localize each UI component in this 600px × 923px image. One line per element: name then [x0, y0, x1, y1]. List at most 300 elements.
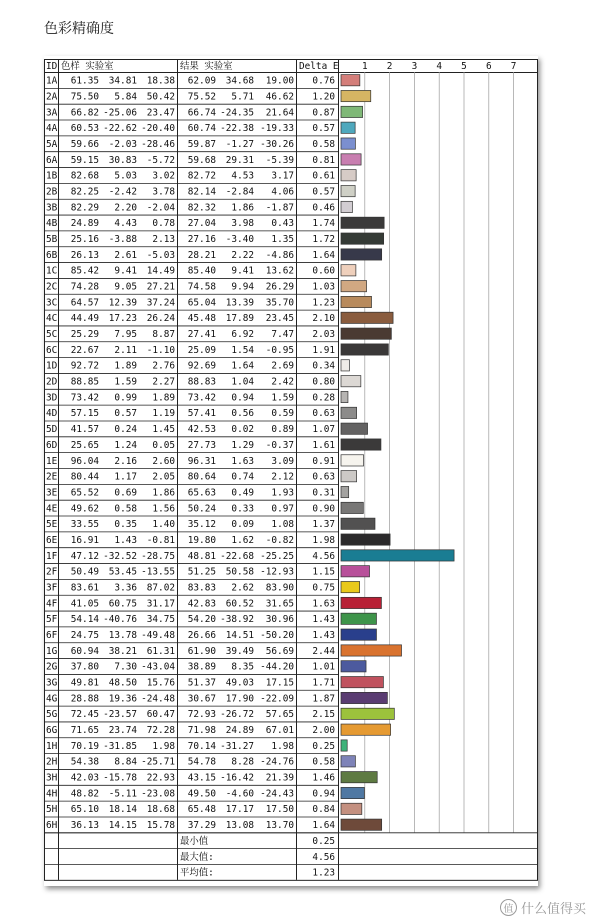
- result-b: 0.97: [271, 503, 294, 515]
- delta-e-bar: [341, 281, 367, 292]
- summary-value: 4.56: [312, 851, 335, 863]
- summary-value: 0.25: [312, 835, 335, 847]
- sample-l: 54.38: [70, 756, 99, 768]
- delta-e-bar: [341, 233, 384, 244]
- row-id: 4B: [46, 218, 58, 230]
- result-b: 3.17: [271, 170, 294, 182]
- result-a: 4.53: [231, 170, 254, 182]
- sample-a: -23.57: [103, 709, 137, 721]
- row-id: 2F: [46, 566, 58, 578]
- result-l: 48.81: [187, 550, 216, 562]
- result-a: 17.89: [225, 313, 254, 325]
- delta-e-bar: [341, 312, 393, 323]
- sample-b: 1.86: [152, 487, 175, 499]
- result-b: 1.98: [271, 740, 294, 752]
- delta-e-bar: [341, 677, 383, 688]
- result-a: -2.84: [225, 186, 254, 198]
- sample-b: 1.56: [152, 503, 175, 515]
- sample-b: 50.42: [146, 91, 175, 103]
- result-b: 7.47: [271, 329, 294, 341]
- sample-a: 9.41: [114, 265, 137, 277]
- result-l: 57.41: [187, 408, 216, 420]
- sample-l: 16.91: [70, 534, 99, 546]
- delta-e-value: 2.03: [312, 329, 335, 341]
- sample-b: -0.81: [146, 534, 175, 546]
- delta-e-value: 0.75: [312, 582, 335, 594]
- sample-b: 3.78: [152, 186, 175, 198]
- delta-e-bar: [341, 613, 376, 624]
- result-a: 50.58: [225, 566, 254, 578]
- result-l: 62.09: [187, 75, 216, 87]
- result-b: 35.70: [265, 297, 294, 309]
- result-b: 0.89: [271, 424, 294, 436]
- delta-e-bar: [341, 265, 356, 276]
- delta-e-value: 1.23: [312, 297, 335, 309]
- result-a: 9.41: [231, 265, 254, 277]
- delta-e-value: 0.34: [312, 360, 335, 372]
- page-title: 色彩精确度: [44, 21, 114, 37]
- result-a: 13.39: [225, 297, 254, 309]
- delta-e-value: 0.84: [312, 804, 335, 816]
- sample-a: 2.16: [114, 455, 137, 467]
- result-a: 2.22: [231, 249, 254, 261]
- sample-a: 34.81: [108, 75, 137, 87]
- delta-e-value: 1.01: [312, 661, 335, 673]
- result-b: 46.62: [265, 91, 294, 103]
- sample-l: 42.03: [70, 772, 99, 784]
- delta-e-value: 0.28: [312, 392, 335, 404]
- sample-a: -22.62: [103, 123, 137, 135]
- sample-b: 37.24: [146, 297, 175, 309]
- sample-l: 82.29: [70, 202, 99, 214]
- sample-a: -5.11: [108, 788, 137, 800]
- delta-e-value: 1.15: [312, 566, 335, 578]
- delta-e-bar: [341, 407, 357, 418]
- delta-e-bar: [341, 360, 349, 371]
- delta-e-value: 1.98: [312, 534, 335, 546]
- result-l: 49.50: [187, 788, 216, 800]
- delta-e-bar: [341, 296, 372, 307]
- result-l: 92.69: [187, 360, 216, 372]
- sample-l: 49.81: [70, 677, 99, 689]
- row-id: 2D: [46, 376, 58, 388]
- row-id: 4H: [46, 788, 58, 800]
- sample-l: 59.66: [70, 138, 99, 150]
- row-id: 5B: [46, 234, 58, 245]
- sample-a: -40.76: [103, 614, 137, 626]
- row-id: 1G: [46, 645, 58, 657]
- sample-b: 2.76: [152, 360, 175, 372]
- result-b: 56.69: [265, 645, 294, 657]
- result-a: 1.54: [231, 344, 254, 356]
- row-id: 6D: [46, 439, 58, 451]
- result-a: -22.68: [220, 550, 254, 562]
- sample-b: 1.98: [152, 740, 175, 752]
- row-id: 5E: [46, 519, 58, 531]
- axis-tick-label: 1: [361, 61, 368, 72]
- result-b: -0.95: [265, 344, 294, 356]
- result-l: 28.21: [187, 249, 216, 261]
- sample-l: 92.72: [70, 360, 99, 372]
- result-a: -4.60: [225, 788, 254, 800]
- delta-e-bar: [341, 423, 368, 434]
- result-l: 88.83: [187, 376, 216, 388]
- delta-e-value: 0.57: [312, 186, 335, 198]
- delta-e-value: 0.63: [312, 471, 335, 483]
- row-id: 6C: [46, 344, 58, 356]
- row-id: 4G: [46, 693, 58, 705]
- result-b: 83.90: [265, 582, 294, 594]
- result-b: 1.35: [271, 234, 294, 245]
- result-l: 82.14: [187, 186, 216, 198]
- sample-b: 27.21: [146, 281, 175, 293]
- sample-b: 1.19: [152, 408, 175, 420]
- delta-e-bar: [341, 803, 362, 814]
- result-l: 65.48: [187, 804, 216, 816]
- sample-l: 61.35: [70, 75, 99, 87]
- sample-l: 74.28: [70, 281, 99, 293]
- delta-e-bar: [341, 518, 375, 529]
- result-a: 49.03: [225, 677, 254, 689]
- delta-e-bar: [341, 566, 370, 577]
- delta-e-value: 0.60: [312, 265, 335, 277]
- delta-e-value: 2.15: [312, 709, 335, 721]
- result-l: 38.89: [187, 661, 216, 673]
- delta-e-value: 1.61: [312, 439, 335, 451]
- sample-b: 2.05: [152, 471, 175, 483]
- result-l: 27.41: [187, 329, 216, 341]
- result-l: 59.87: [187, 138, 216, 150]
- sample-a: 7.30: [114, 661, 137, 673]
- delta-e-value: 1.71: [312, 677, 335, 689]
- sample-l: 73.42: [70, 392, 99, 404]
- result-a: 13.08: [225, 820, 254, 832]
- result-a: 34.68: [225, 75, 254, 87]
- delta-e-value: 1.43: [312, 614, 335, 626]
- sample-b: -28.75: [141, 550, 175, 562]
- sample-a: 60.75: [108, 598, 137, 610]
- delta-e-value: 1.87: [312, 693, 335, 705]
- result-a: -3.40: [225, 234, 254, 245]
- sample-b: -5.03: [146, 249, 175, 261]
- result-b: -12.93: [260, 566, 294, 578]
- sample-b: 60.47: [146, 709, 175, 721]
- result-b: -5.39: [265, 154, 294, 166]
- sample-a: -2.42: [108, 186, 137, 198]
- delta-e-bar: [341, 772, 377, 783]
- sample-l: 60.53: [70, 123, 99, 135]
- result-l: 72.93: [187, 709, 216, 721]
- delta-e-bar: [341, 376, 361, 387]
- delta-e-value: 0.87: [312, 107, 335, 119]
- result-l: 66.74: [187, 107, 216, 119]
- result-a: -38.92: [220, 614, 254, 626]
- result-l: 82.72: [187, 170, 216, 182]
- sample-l: 65.52: [70, 487, 99, 499]
- row-id: 1E: [46, 455, 58, 467]
- sample-a: -2.03: [108, 138, 137, 150]
- result-b: 13.70: [265, 820, 294, 832]
- summary-label: 平均值:: [180, 867, 214, 879]
- result-a: 5.71: [231, 91, 254, 103]
- result-l: 37.29: [187, 820, 216, 832]
- result-b: -4.86: [265, 249, 294, 261]
- sample-b: 34.75: [146, 614, 175, 626]
- result-b: -44.20: [260, 661, 294, 673]
- delta-e-bar: [341, 534, 390, 545]
- sample-a: 53.45: [108, 566, 137, 578]
- result-l: 61.90: [187, 645, 216, 657]
- result-a: 60.52: [225, 598, 254, 610]
- sample-a: -32.52: [103, 550, 137, 562]
- sample-a: 0.24: [114, 424, 137, 436]
- sample-b: 22.93: [146, 772, 175, 784]
- result-b: -22.09: [260, 693, 294, 705]
- result-b: 0.59: [271, 408, 294, 420]
- row-id: 4E: [46, 503, 58, 515]
- result-l: 75.52: [187, 91, 216, 103]
- sample-b: 15.78: [146, 820, 175, 832]
- result-a: 0.49: [231, 487, 254, 499]
- delta-e-bar: [341, 249, 382, 260]
- result-a: 0.74: [231, 471, 254, 483]
- sample-b: 2.60: [152, 455, 175, 467]
- delta-e-value: 0.91: [312, 455, 335, 467]
- delta-e-bar: [341, 471, 357, 482]
- delta-e-value: 0.63: [312, 408, 335, 420]
- sample-l: 71.65: [70, 725, 99, 737]
- sample-a: 2.20: [114, 202, 137, 214]
- summary-label: 最大值:: [180, 851, 214, 863]
- row-id: 6E: [46, 534, 58, 546]
- delta-e-bar: [341, 550, 454, 561]
- sample-l: 83.61: [70, 582, 99, 594]
- result-b: 23.45: [265, 313, 294, 325]
- delta-e-bar: [341, 756, 355, 767]
- sample-a: 1.43: [114, 534, 137, 546]
- row-id: 5G: [46, 709, 58, 721]
- delta-e-value: 0.81: [312, 154, 335, 166]
- delta-e-bar: [341, 692, 387, 703]
- result-a: 3.98: [231, 218, 254, 230]
- sample-l: 41.57: [70, 424, 99, 436]
- result-b: 21.64: [265, 107, 294, 119]
- delta-e-bar: [341, 581, 360, 592]
- result-b: -24.43: [260, 788, 294, 800]
- result-l: 74.58: [187, 281, 216, 293]
- row-id: 2C: [46, 281, 58, 293]
- result-a: 8.28: [231, 756, 254, 768]
- sample-a: 5.84: [114, 91, 137, 103]
- result-b: 17.15: [265, 677, 294, 689]
- row-id: 1A: [46, 75, 58, 87]
- result-a: 8.35: [231, 661, 254, 673]
- summary-label: 最小值: [180, 835, 209, 847]
- sample-b: -1.10: [146, 344, 175, 356]
- sample-b: 72.28: [146, 725, 175, 737]
- sample-a: 2.61: [114, 249, 137, 261]
- result-b: 19.00: [265, 75, 294, 87]
- sample-l: 26.13: [70, 249, 99, 261]
- delta-e-value: 0.76: [312, 75, 335, 87]
- result-l: 85.40: [187, 265, 216, 277]
- sample-b: 0.78: [152, 218, 175, 230]
- row-id: 3G: [46, 677, 58, 689]
- sample-l: 82.25: [70, 186, 99, 198]
- sample-l: 48.82: [70, 788, 99, 800]
- header-sample: 色样 实验室: [61, 61, 114, 72]
- delta-e-value: 1.03: [312, 281, 335, 293]
- result-l: 65.63: [187, 487, 216, 499]
- result-b: -30.26: [260, 138, 294, 150]
- delta-e-bar: [341, 740, 347, 751]
- sample-b: 61.31: [146, 645, 175, 657]
- result-b: 1.08: [271, 519, 294, 531]
- sample-b: 8.87: [152, 329, 175, 341]
- sample-l: 85.42: [70, 265, 99, 277]
- result-b: 13.62: [265, 265, 294, 277]
- sample-a: 7.95: [114, 329, 137, 341]
- delta-e-bar: [341, 201, 352, 212]
- result-l: 42.53: [187, 424, 216, 436]
- sample-b: 18.38: [146, 75, 175, 87]
- sample-l: 64.57: [70, 297, 99, 309]
- result-a: 2.62: [231, 582, 254, 594]
- sample-l: 70.19: [70, 740, 99, 752]
- delta-e-value: 2.44: [312, 645, 335, 657]
- delta-e-value: 1.74: [312, 218, 335, 230]
- delta-e-bar: [341, 502, 363, 513]
- result-b: 31.65: [265, 598, 294, 610]
- result-l: 54.78: [187, 756, 216, 768]
- result-b: 3.09: [271, 455, 294, 467]
- sample-b: -13.55: [141, 566, 175, 578]
- result-a: 1.64: [231, 360, 254, 372]
- sample-l: 65.10: [70, 804, 99, 816]
- sample-a: 18.14: [108, 804, 137, 816]
- result-l: 26.66: [187, 630, 216, 641]
- row-id: 1B: [46, 170, 58, 182]
- sample-l: 59.15: [70, 154, 99, 166]
- sample-l: 88.85: [70, 376, 99, 388]
- result-a: 1.04: [231, 376, 254, 388]
- axis-tick-label: 7: [510, 61, 517, 72]
- row-id: 2A: [46, 91, 58, 103]
- axis-tick-label: 2: [386, 61, 393, 72]
- sample-l: 24.75: [70, 630, 99, 641]
- row-id: 2G: [46, 661, 58, 673]
- sample-l: 22.67: [70, 344, 99, 356]
- result-l: 83.83: [187, 582, 216, 594]
- sample-a: 38.21: [108, 645, 137, 657]
- result-a: -16.42: [220, 772, 254, 784]
- result-b: 4.06: [271, 186, 294, 198]
- delta-e-value: 1.91: [312, 344, 335, 356]
- delta-e-value: 0.58: [312, 756, 335, 768]
- sample-b: 26.24: [146, 313, 175, 325]
- row-id: 6H: [46, 820, 58, 832]
- row-id: 4A: [46, 123, 58, 135]
- sample-b: -49.48: [141, 630, 175, 641]
- delta-e-bar: [341, 106, 363, 117]
- delta-e-value: 1.43: [312, 630, 335, 641]
- result-b: -0.37: [265, 439, 294, 451]
- row-id: 4D: [46, 408, 58, 420]
- sample-a: 5.03: [114, 170, 137, 182]
- sample-a: 0.69: [114, 487, 137, 499]
- delta-e-value: 0.46: [312, 202, 335, 214]
- sample-l: 28.88: [70, 693, 99, 705]
- sample-l: 96.04: [70, 455, 99, 467]
- sample-a: 4.43: [114, 218, 137, 230]
- sample-l: 36.13: [70, 820, 99, 832]
- delta-e-bar: [341, 819, 382, 830]
- row-id: 6F: [46, 630, 58, 641]
- sample-a: 0.99: [114, 392, 137, 404]
- sample-b: -28.46: [141, 138, 175, 150]
- delta-e-bar: [341, 486, 349, 497]
- sample-b: -23.08: [141, 788, 175, 800]
- result-b: 1.93: [271, 487, 294, 499]
- watermark: [500, 898, 586, 917]
- result-b: -25.25: [260, 550, 294, 562]
- result-l: 19.80: [187, 534, 216, 546]
- row-id: 3F: [46, 582, 58, 594]
- result-b: 0.43: [271, 218, 294, 230]
- delta-e-value: 0.31: [312, 487, 335, 499]
- sample-l: 47.12: [70, 550, 99, 562]
- result-l: 27.73: [187, 439, 216, 451]
- row-id: 6G: [46, 725, 58, 737]
- sample-l: 75.50: [70, 91, 99, 103]
- delta-e-value: 0.80: [312, 376, 335, 388]
- sample-b: 3.02: [152, 170, 175, 182]
- sample-b: 1.40: [152, 519, 175, 531]
- result-a: 1.62: [231, 534, 254, 546]
- sample-b: 1.89: [152, 392, 175, 404]
- result-l: 80.64: [187, 471, 216, 483]
- sample-a: 30.83: [108, 154, 137, 166]
- row-id: 5D: [46, 424, 58, 436]
- result-b: -24.76: [260, 756, 294, 768]
- sample-l: 57.15: [70, 408, 99, 420]
- sample-a: 19.36: [108, 693, 137, 705]
- row-id: 1D: [46, 360, 58, 372]
- result-l: 50.24: [187, 503, 216, 515]
- delta-e-value: 1.46: [312, 772, 335, 784]
- axis-tick-label: 3: [411, 61, 418, 72]
- result-l: 45.48: [187, 313, 216, 325]
- sample-a: -3.88: [108, 234, 137, 245]
- result-l: 30.67: [187, 693, 216, 705]
- delta-e-bar: [341, 122, 355, 133]
- sample-a: 8.84: [114, 756, 137, 768]
- result-l: 43.15: [187, 772, 216, 784]
- sample-a: 1.89: [114, 360, 137, 372]
- delta-e-value: 4.56: [312, 550, 335, 562]
- delta-e-value: 1.64: [312, 249, 335, 261]
- result-l: 25.09: [187, 344, 216, 356]
- watermark-logo-icon: 值: [500, 899, 517, 916]
- sample-a: -31.85: [103, 740, 137, 752]
- delta-e-bar: [341, 787, 364, 798]
- delta-e-value: 0.58: [312, 138, 335, 150]
- result-b: -19.33: [260, 123, 294, 135]
- sample-b: 2.13: [152, 234, 175, 245]
- result-a: 0.33: [231, 503, 254, 515]
- result-a: 39.49: [225, 645, 254, 657]
- result-a: -22.38: [220, 123, 254, 135]
